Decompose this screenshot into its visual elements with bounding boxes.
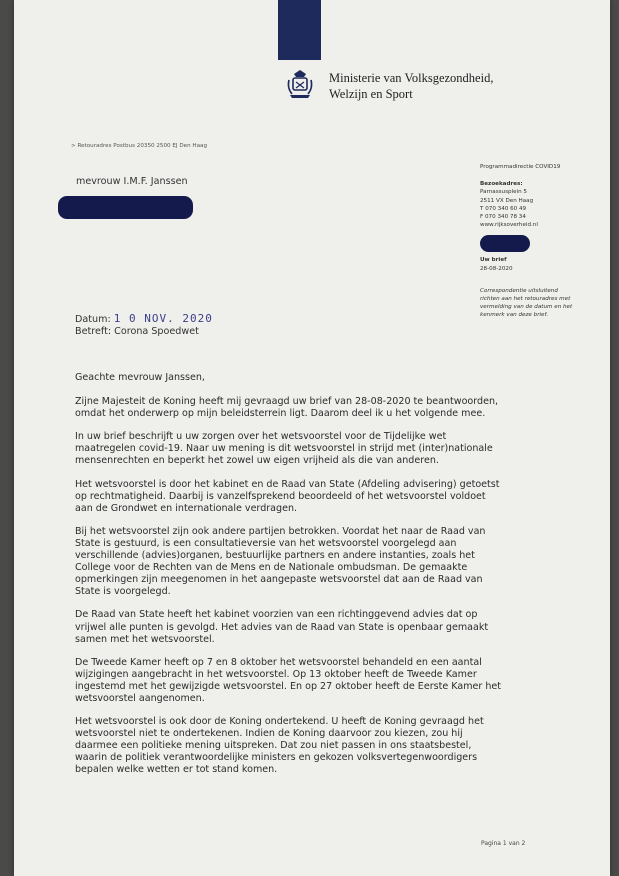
ministry-line-2: Welzijn en Sport — [329, 87, 413, 101]
date-label: Datum: — [75, 314, 111, 325]
letter-page — [14, 0, 610, 876]
fax: F 070 340 78 34 — [480, 214, 526, 221]
coat-of-arms-icon — [286, 68, 314, 100]
paragraph: De Tweede Kamer heeft op 7 en 8 oktober het wetsvoorstel behandeld en een aantal wijzigingen aangebracht in het wetsvoorstel. Op 13 oktober heeft de Tweede Kamer ingestemd met het gewijzigde wetsvoorstel. En op 27 oktober heeft de Eerste Kamer het wetsvoorstel aangenomen. — [75, 656, 502, 704]
ministry-name — [329, 70, 493, 102]
subject-value: Corona Spoedwet — [114, 326, 199, 337]
page-number: Pagina 1 van 2 — [481, 840, 526, 847]
department: Programmadirectie COVID19 — [480, 164, 561, 170]
paragraph: Bij het wetsvoorstel zijn ook andere partijen betrokken. Voordat het naar de Raad van State is gestuurd, is een consultatieversie van het wetsvoorstel voorgelegd aan verschillende (advies)organen, bestuurlijke partners en andere instanties, zoals het College voor de Rechten van de Mens en de Nationale ombudsman. De gemaakte opmerkingen zijn meegenomen in het aangepaste wetsvoorstel dat aan de Raad van State is voorgelegd. — [75, 525, 486, 598]
letter-label: Uw brief — [480, 257, 507, 264]
paragraph: In uw brief beschrijft u uw zorgen over het wetsvoorstel voor de Tijdelijke wet maatregelen covid-19. Naar uw mening is dit wetsvoorstel in strijd met (inter)nationale mensenrechten en beperkt het zowel uw eigen vrijheid als die van anderen. — [75, 431, 493, 467]
ministry-line-1: Ministerie van Volksgezondheid, — [329, 71, 494, 85]
redacted-reference — [480, 235, 530, 252]
redacted-address — [58, 196, 193, 219]
address-line-1: Parnassusplein 5 — [480, 189, 527, 196]
paragraph: Het wetsvoorstel is ook door de Koning ondertekend. U heeft de Koning gevraagd het wetsvoorstel niet te ondertekenen. Indien de Koning daarvoor zou kiezen, zou hij daarmee een politieke mening uitspreken. Dat zou niet passen in ons staatsbestel, waarin de politiek verantwoordelijke ministers en gekozen volksvertegenwoordigers bepalen welke wetten er tot stand komen. — [75, 716, 484, 776]
salutation: Geachte mevrouw Janssen, — [75, 372, 205, 383]
return-address: > Retouradres Postbus 20350 2500 EJ Den Haag — [71, 143, 208, 149]
correspondence-note: Correspondentie uitsluitend richten aan het retouradres met vermelding van de datum en het kenmerk van deze brief. — [480, 287, 573, 319]
paragraph: Zijne Majesteit de Koning heeft mij gevraagd uw brief van 28-08-2020 te beantwoorden, omdat het onderwerp op mijn beleidsterrein ligt. Daarom deel ik u het volgende mee. — [75, 396, 499, 420]
phone: T 070 340 60 49 — [480, 205, 527, 212]
letter-date: 28-08-2020 — [480, 265, 513, 272]
letter-body — [75, 372, 505, 788]
logo-band — [278, 0, 321, 60]
address-line-2: 2511 VX Den Haag — [480, 197, 534, 204]
subject-label: Betreft: — [75, 326, 112, 337]
sidebar-info — [480, 163, 588, 320]
paragraph: De Raad van State heeft het kabinet voorzien van een richtinggevend advies dat op vrijwel alle punten is gevolgd. Het advies van de Raad van State is openbaar gemaakt samen met het wetsvoorstel. — [75, 609, 489, 645]
visit-label: Bezoekadres: — [480, 181, 523, 188]
letter-meta — [75, 313, 213, 338]
date-stamp: 1 0 NOV. 2020 — [113, 312, 213, 325]
website: www.rijksoverheid.nl — [480, 222, 538, 229]
recipient-name: mevrouw I.M.F. Janssen — [76, 176, 188, 187]
paragraph: Het wetsvoorstel is door het kabinet en de Raad van State (Afdeling advisering) getoetst op rechtmatigheid. Daarbij is vanzelfsprekend beoordeeld of het wetsvoorstel voldoet aan de Grondwet en internationale verdragen. — [75, 478, 500, 514]
